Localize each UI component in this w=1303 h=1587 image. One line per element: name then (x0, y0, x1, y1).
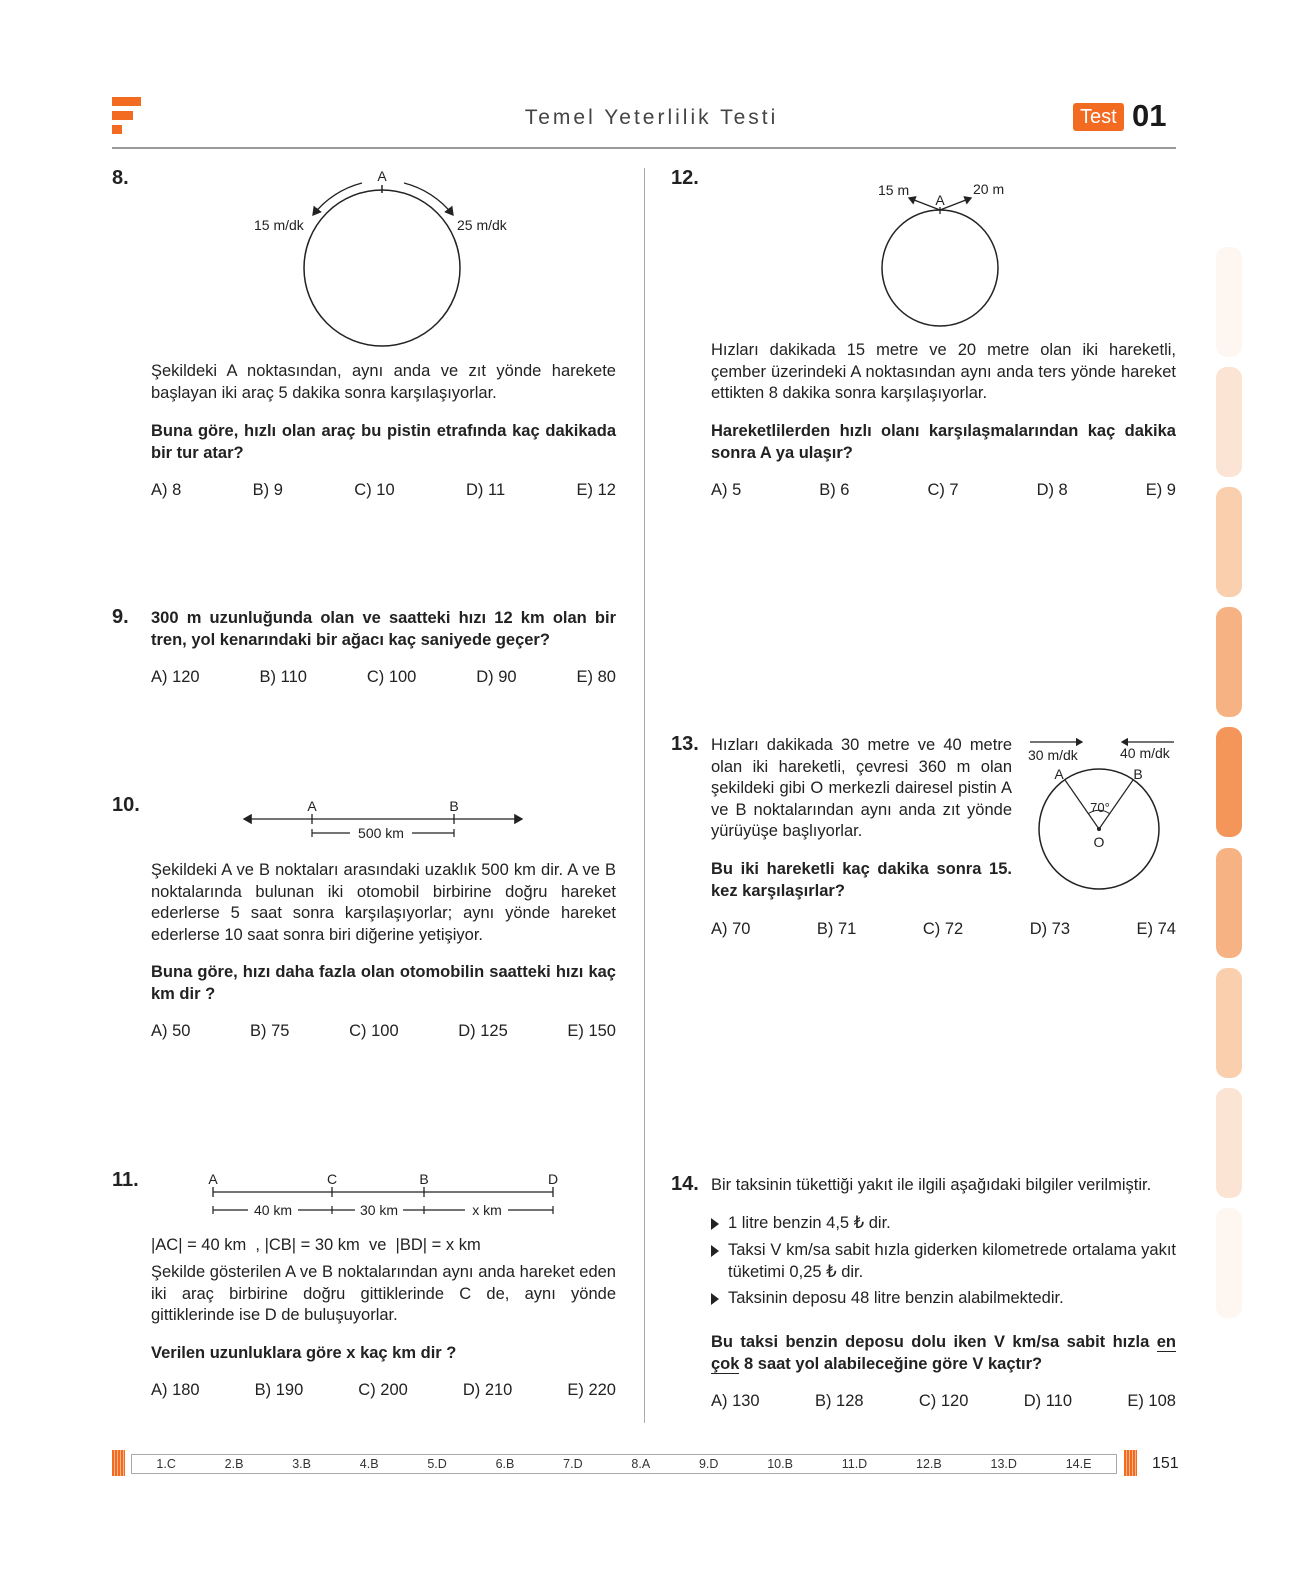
question-number: 11. (112, 1169, 139, 1191)
point-label: D (547, 1171, 559, 1187)
option[interactable]: D) 110 (1023, 1392, 1073, 1410)
q12-text: Hızları dakikada 15 metre ve 20 metre olan iki hareketli, çember üzerindeki A noktasından aynı anda ters yönde hareket ettikten 8 dakika sonra karşılaşıyorlar. (711, 341, 1176, 402)
q8-options (151, 481, 616, 500)
q11-segment-figure (200, 1168, 570, 1223)
point-label: A (1054, 766, 1064, 782)
option[interactable]: C) 72 (922, 920, 964, 938)
header-divider (112, 147, 1176, 149)
point-label: B (419, 1171, 429, 1187)
angle-label: 70° (1090, 800, 1110, 815)
answer-item: 4.B (359, 1457, 379, 1471)
option[interactable]: E) 108 (1127, 1392, 1176, 1410)
distance-label: x km (472, 1202, 502, 1218)
answer-item: 6.B (495, 1457, 515, 1471)
side-tab[interactable] (1216, 607, 1242, 717)
option[interactable]: D) 210 (462, 1381, 513, 1399)
distance-label: 30 km (359, 1202, 399, 1218)
answer-item: 12.B (916, 1457, 942, 1471)
q10-options (151, 1022, 616, 1041)
distance-label: 20 m (973, 181, 1005, 197)
footer-marker (1124, 1450, 1137, 1476)
option[interactable]: C) 100 (366, 668, 417, 686)
point-label: A (377, 168, 387, 184)
option[interactable]: D) 8 (1036, 481, 1068, 499)
side-tab[interactable] (1216, 367, 1242, 477)
test-number: 01 (1132, 98, 1167, 133)
option[interactable]: E) 74 (1136, 920, 1176, 938)
q8-text: Şekildeki A noktasından, aynı anda ve zıt yönde harekete başlayan iki araç 5 dakika sonra karşılaşıyorlar. (151, 362, 616, 402)
option[interactable]: D) 125 (458, 1022, 508, 1040)
point-label: B (449, 798, 459, 814)
center-label: O (1093, 834, 1105, 850)
test-badge: Test (1073, 103, 1124, 131)
option[interactable]: D) 73 (1029, 920, 1071, 938)
page-number: 151 (1152, 1455, 1179, 1472)
page-title: Temel Yeterlilik Testi (524, 106, 779, 129)
side-tab[interactable] (1216, 1088, 1242, 1198)
question-number: 13. (671, 733, 699, 755)
q8-circle-figure (240, 165, 540, 355)
answer-key (131, 1454, 1117, 1474)
q9-question: 300 m uzunluğunda olan ve saatteki hızı 12 km olan bir tren, yol kenarındaki bir ağacı kaç saniyede geçer? (151, 609, 616, 649)
q14-question: Bu taksi benzin deposu dolu iken V km/sa sabit hızla en çok 8 saat yol alabileceğine göre V kaçtır? (711, 1333, 1176, 1373)
q13-question: Bu iki hareketli kaç dakika sonra 15. kez karşılaşırlar? (711, 860, 1012, 900)
q12-options (711, 481, 1176, 500)
speed-label: 15 m/dk (254, 217, 304, 233)
speed-label: 30 m/dk (1028, 747, 1078, 763)
side-tab[interactable] (1216, 487, 1242, 597)
side-tab[interactable] (1216, 1208, 1242, 1318)
q14-options (711, 1392, 1176, 1411)
option[interactable]: A) 130 (711, 1392, 760, 1410)
q14-bullet: 1 litre benzin 4,5 ₺ dir. (728, 1213, 1176, 1235)
option[interactable]: C) 10 (354, 481, 395, 499)
option[interactable]: B) 190 (254, 1381, 304, 1399)
q10-line-figure (238, 795, 533, 850)
option[interactable]: A) 70 (711, 920, 751, 938)
question-number: 8. (112, 167, 129, 189)
option[interactable]: C) 120 (918, 1392, 969, 1410)
option[interactable]: A) 120 (151, 668, 200, 686)
option[interactable]: B) 128 (814, 1392, 864, 1410)
q13-circle-figure (1024, 732, 1184, 897)
speed-label: 40 m/dk (1120, 745, 1170, 761)
option[interactable]: C) 200 (358, 1381, 408, 1399)
side-tab-active[interactable] (1216, 727, 1242, 837)
distance-label: 500 km (358, 825, 404, 841)
answer-item: 13.D (990, 1457, 1017, 1471)
option[interactable]: B) 75 (250, 1022, 290, 1040)
option[interactable]: A) 180 (151, 1381, 200, 1399)
option[interactable]: E) 9 (1145, 481, 1176, 499)
question-number: 10. (112, 794, 140, 816)
option[interactable]: C) 7 (927, 481, 959, 499)
speed-label: 25 m/dk (457, 217, 507, 233)
option[interactable]: A) 5 (711, 481, 742, 499)
q14-intro: Bir taksinin tükettiği yakıt ile ilgili aşağıdaki bilgiler verilmiştir. (711, 1176, 1152, 1194)
q12-circle-figure (865, 175, 1020, 330)
q13-text: Hızları dakikada 30 metre ve 40 metre olan iki hareketli, çevresi 360 m olan şekildeki gibi O merkezli dairesel pistin A ve B noktalarından aynı anda zıt yönde yürüyüşe başlıyorlar. (711, 736, 1012, 840)
point-label: A (307, 798, 317, 814)
option[interactable]: B) 71 (816, 920, 857, 938)
point-label: A (935, 192, 945, 208)
q11-given: |AC| = 40 km , |CB| = 30 km ve |BD| = x km (151, 1236, 481, 1254)
q9-options (151, 668, 616, 687)
side-tab[interactable] (1216, 848, 1242, 958)
answer-item: 8.A (631, 1457, 651, 1471)
question-number: 14. (671, 1173, 699, 1195)
side-tab[interactable] (1216, 968, 1242, 1078)
option[interactable]: E) 150 (567, 1022, 616, 1040)
option[interactable]: E) 12 (576, 481, 616, 499)
answer-item: 10.B (767, 1457, 793, 1471)
q10-question: Buna göre, hızı daha fazla olan otomobilin saatteki hızı kaç km dir ? (151, 963, 616, 1003)
footer-marker (112, 1450, 125, 1476)
point-label: A (208, 1171, 218, 1187)
distance-label: 15 m (878, 182, 910, 198)
answer-item: 2.B (224, 1457, 244, 1471)
answer-item: 1.C (156, 1457, 176, 1471)
answer-item: 7.D (563, 1457, 583, 1471)
answer-item: 9.D (698, 1457, 719, 1471)
question-number: 9. (112, 606, 129, 628)
option[interactable]: B) 9 (252, 481, 283, 499)
option[interactable]: D) 90 (476, 668, 517, 686)
option[interactable]: A) 50 (151, 1022, 191, 1040)
answer-item: 11.D (841, 1457, 868, 1471)
option[interactable]: C) 100 (349, 1022, 399, 1040)
option[interactable]: E) 80 (576, 668, 616, 686)
q13-options (711, 920, 1176, 939)
q11-options (151, 1381, 616, 1400)
answer-item: 14.E (1065, 1457, 1092, 1471)
option[interactable]: B) 6 (819, 481, 850, 499)
question-number: 12. (671, 167, 699, 189)
column-divider (644, 168, 645, 1423)
option[interactable]: E) 220 (567, 1381, 616, 1399)
q8-question: Buna göre, hızlı olan araç bu pistin etrafında kaç dakikada bir tur atar? (151, 422, 616, 462)
q14-bullet: Taksi V km/sa sabit hızla giderken kilometrede ortalama yakıt tüketimi 0,25 ₺ dir. (728, 1240, 1176, 1283)
q11-question: Verilen uzunluklara göre x kaç km dir ? (151, 1344, 457, 1362)
q12-question: Hareketlilerden hızlı olanı karşılaşmalarından kaç dakika sonra A ya ulaşır? (711, 422, 1176, 462)
point-label: C (326, 1171, 338, 1187)
option[interactable]: A) 8 (151, 481, 182, 499)
side-tab[interactable] (1216, 247, 1242, 357)
distance-label: 40 km (253, 1202, 293, 1218)
q10-text: Şekildeki A ve B noktaları arasındaki uzaklık 500 km dir. A ve B noktalarında bulunan iki otomobil birbirine doğru hareket ederlerse 5 saat sonra karşılaşıyorlar; aynı yönde hareket ederlerse 10 saat sonra biri diğerine yetişiyor. (151, 861, 616, 944)
point-label: B (1133, 766, 1143, 782)
q11-text: Şekilde gösterilen A ve B noktalarından aynı anda hareket eden iki araç birbirine doğru gittiklerinde C de, aynı yönde gittiklerinde ise D de buluşuyorlar. (151, 1263, 616, 1324)
answer-item: 5.D (427, 1457, 447, 1471)
option[interactable]: D) 11 (466, 481, 506, 499)
option[interactable]: B) 110 (259, 668, 307, 686)
answer-item: 3.B (292, 1457, 311, 1471)
q14-bullet: Taksinin deposu 48 litre benzin alabilmektedir. (728, 1288, 1176, 1310)
